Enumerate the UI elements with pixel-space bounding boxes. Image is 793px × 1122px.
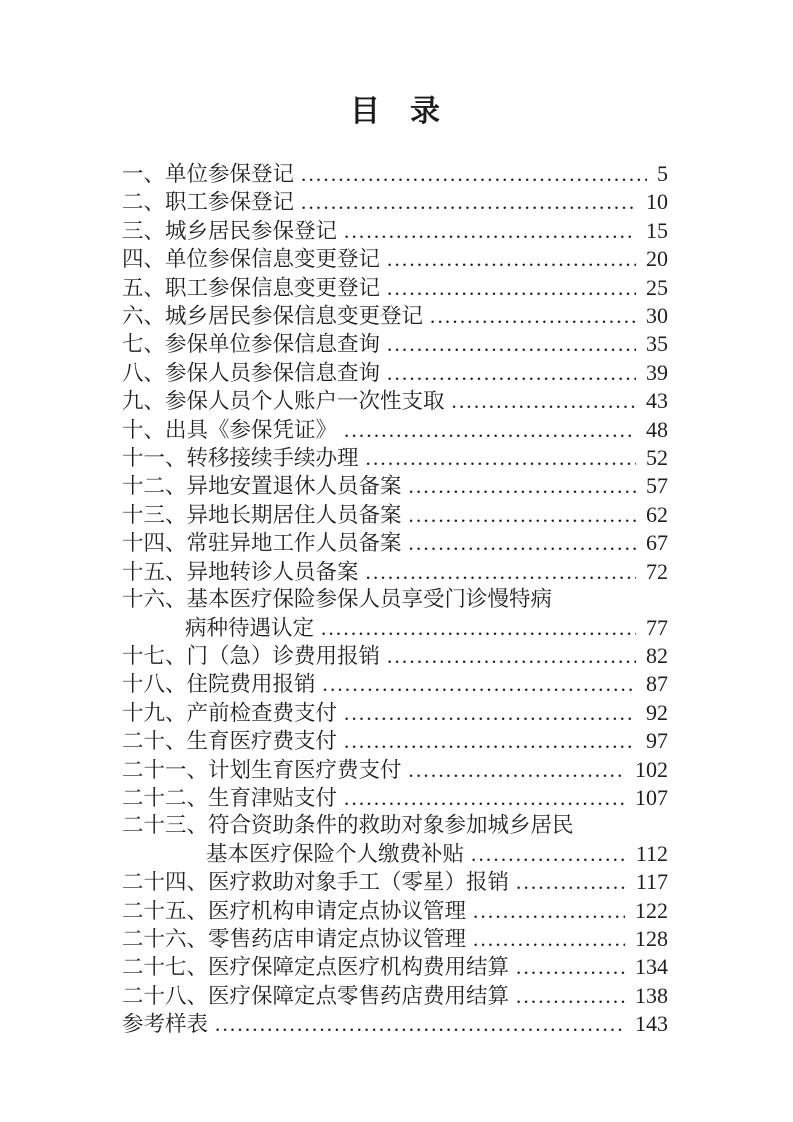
dot-leader bbox=[409, 502, 636, 529]
dot-leader bbox=[387, 275, 636, 302]
dot-leader bbox=[301, 161, 647, 188]
toc-page-number: 92 bbox=[646, 699, 668, 725]
toc-page-number: 138 bbox=[635, 982, 668, 1008]
dot-leader bbox=[344, 728, 636, 755]
dot-leader bbox=[387, 643, 636, 670]
dot-leader bbox=[516, 869, 626, 896]
toc-page-number: 97 bbox=[646, 728, 668, 754]
toc-page-number: 15 bbox=[646, 217, 668, 243]
toc-entry-text: 十九、产前检查费支付 bbox=[122, 700, 338, 725]
toc-line bbox=[122, 727, 668, 755]
toc-line bbox=[122, 245, 668, 273]
toc-entry-text: 四、单位参保信息变更登记 bbox=[122, 247, 381, 272]
toc-page-number: 77 bbox=[646, 614, 668, 640]
dot-leader bbox=[430, 303, 636, 330]
toc-line bbox=[122, 642, 668, 670]
toc-page-number: 128 bbox=[635, 925, 668, 951]
dot-leader bbox=[344, 785, 625, 812]
toc-entry-text: 六、城乡居民参保信息变更登记 bbox=[122, 304, 424, 329]
toc-line bbox=[122, 868, 668, 896]
page-title: 目 录 bbox=[350, 95, 440, 128]
dot-leader bbox=[409, 473, 636, 500]
dot-leader bbox=[409, 530, 636, 557]
toc-page-number: 107 bbox=[635, 784, 668, 810]
toc-entry-text: 基本医疗保险个人缴费补贴 bbox=[206, 841, 465, 866]
toc-line bbox=[122, 699, 668, 727]
toc-line bbox=[122, 217, 668, 245]
toc-entry-text: 七、参保单位参保信息查询 bbox=[122, 332, 381, 357]
toc-line bbox=[122, 982, 668, 1010]
toc-entry-text: 一、单位参保登记 bbox=[122, 162, 295, 186]
toc-line bbox=[122, 529, 668, 557]
dot-leader bbox=[344, 417, 636, 444]
dot-leader bbox=[516, 954, 625, 981]
toc-entry-text: 二十一、计划生育医疗费支付 bbox=[122, 757, 402, 782]
toc-line bbox=[122, 953, 668, 981]
toc-entry-text: 九、参保人员个人账户一次性支取 bbox=[122, 389, 445, 414]
toc-entry-text: 十五、异地转诊人员备案 bbox=[122, 559, 359, 584]
dot-leader bbox=[473, 926, 625, 953]
dot-leader bbox=[321, 615, 636, 642]
toc-entry-text: 病种待遇认定 bbox=[185, 615, 315, 640]
toc-line bbox=[122, 359, 668, 387]
toc-page-number: 112 bbox=[635, 840, 668, 866]
toc-page-number: 102 bbox=[635, 756, 668, 782]
toc-entry-text: 参考样表 bbox=[122, 1012, 209, 1037]
toc-line bbox=[122, 416, 668, 444]
dot-leader bbox=[452, 388, 636, 415]
toc-page-number: 52 bbox=[646, 445, 668, 471]
toc-line bbox=[122, 274, 668, 302]
toc-page-number: 43 bbox=[646, 388, 668, 414]
toc-line-wrapped-second bbox=[122, 840, 668, 868]
toc-page-number: 48 bbox=[646, 416, 668, 442]
toc-entry-text: 十四、常驻异地工作人员备案 bbox=[122, 531, 402, 556]
toc-page-number: 117 bbox=[635, 869, 668, 895]
toc-line bbox=[122, 925, 668, 953]
dot-leader bbox=[344, 700, 636, 727]
toc-line bbox=[122, 501, 668, 529]
toc-line bbox=[122, 387, 668, 415]
toc-entry-text: 二十、生育医疗费支付 bbox=[122, 729, 338, 754]
dot-leader bbox=[323, 671, 636, 698]
toc-page-number: 122 bbox=[635, 897, 668, 923]
toc-entry-text: 十一、转移接续手续办理 bbox=[122, 446, 359, 471]
toc-page-number: 143 bbox=[635, 1011, 668, 1037]
dot-leader bbox=[387, 331, 636, 358]
toc-entry-text: 十七、门（急）诊费用报销 bbox=[122, 643, 381, 668]
toc-line bbox=[122, 756, 668, 784]
toc-page-number: 5 bbox=[657, 161, 668, 186]
dot-leader bbox=[366, 559, 636, 586]
toc-line-wrapped-first bbox=[122, 586, 668, 613]
toc-entry-text: 二十三、符合资助条件的救助对象参加城乡居民 bbox=[122, 813, 574, 838]
toc-page-number: 62 bbox=[646, 501, 668, 527]
toc-entry-text: 十六、基本医疗保险参保人员享受门诊慢特病 bbox=[122, 587, 553, 612]
toc-line bbox=[122, 897, 668, 925]
dot-leader bbox=[473, 898, 625, 925]
dot-leader bbox=[471, 841, 626, 868]
toc-entry-text: 十八、住院费用报销 bbox=[122, 672, 316, 697]
toc-entry-text: 二、职工参保登记 bbox=[122, 190, 295, 215]
dot-leader bbox=[215, 1011, 625, 1038]
dot-leader bbox=[366, 445, 636, 472]
toc-line bbox=[122, 330, 668, 358]
toc-line bbox=[122, 558, 668, 586]
toc-line-wrapped-first bbox=[122, 812, 668, 839]
toc-entry-text: 二十二、生育津贴支付 bbox=[122, 785, 338, 810]
toc-page-number: 87 bbox=[646, 671, 668, 697]
toc-page-number: 30 bbox=[646, 303, 668, 329]
toc-entry-text: 五、职工参保信息变更登记 bbox=[122, 275, 381, 300]
toc-entry-text: 二十四、医疗救助对象手工（零星）报销 bbox=[122, 870, 510, 895]
toc-page-number: 67 bbox=[646, 530, 668, 556]
toc-line bbox=[122, 472, 668, 500]
toc-entry-text: 八、参保人员参保信息查询 bbox=[122, 360, 381, 385]
toc-entry-text: 十、出具《参保凭证》 bbox=[122, 417, 338, 442]
toc-entry-text: 二十八、医疗保障定点零售药店费用结算 bbox=[122, 983, 510, 1008]
dot-leader bbox=[387, 360, 636, 387]
toc-line-wrapped-second bbox=[122, 614, 668, 642]
toc-page-number: 20 bbox=[646, 246, 668, 272]
table-of-contents bbox=[122, 160, 668, 1039]
toc-line bbox=[122, 444, 668, 472]
toc-page-number: 39 bbox=[646, 359, 668, 385]
dot-leader bbox=[516, 983, 625, 1010]
toc-line bbox=[122, 160, 668, 188]
toc-entry-text: 十二、异地安置退休人员备案 bbox=[122, 474, 402, 499]
toc-page-number: 10 bbox=[646, 189, 668, 215]
dot-leader bbox=[344, 218, 636, 245]
toc-page-number: 35 bbox=[646, 331, 668, 357]
toc-line bbox=[122, 188, 668, 216]
toc-page-number: 82 bbox=[646, 642, 668, 668]
toc-page-number: 25 bbox=[646, 274, 668, 300]
toc-entry-text: 二十五、医疗机构申请定点协议管理 bbox=[122, 898, 467, 923]
toc-page-number: 134 bbox=[635, 954, 668, 980]
dot-leader bbox=[301, 189, 636, 216]
toc-entry-text: 二十七、医疗保障定点医疗机构费用结算 bbox=[122, 955, 510, 980]
toc-entry-text: 二十六、零售药店申请定点协议管理 bbox=[122, 926, 467, 951]
toc-entry-text: 三、城乡居民参保登记 bbox=[122, 218, 338, 243]
toc-page-number: 72 bbox=[646, 558, 668, 584]
toc-line bbox=[122, 302, 668, 330]
toc-entry-text: 十三、异地长期居住人员备案 bbox=[122, 502, 402, 527]
toc-line bbox=[122, 784, 668, 812]
toc-page-number: 57 bbox=[646, 473, 668, 499]
toc-line bbox=[122, 1010, 668, 1038]
dot-leader bbox=[387, 246, 636, 273]
toc-line bbox=[122, 670, 668, 698]
dot-leader bbox=[409, 757, 625, 784]
